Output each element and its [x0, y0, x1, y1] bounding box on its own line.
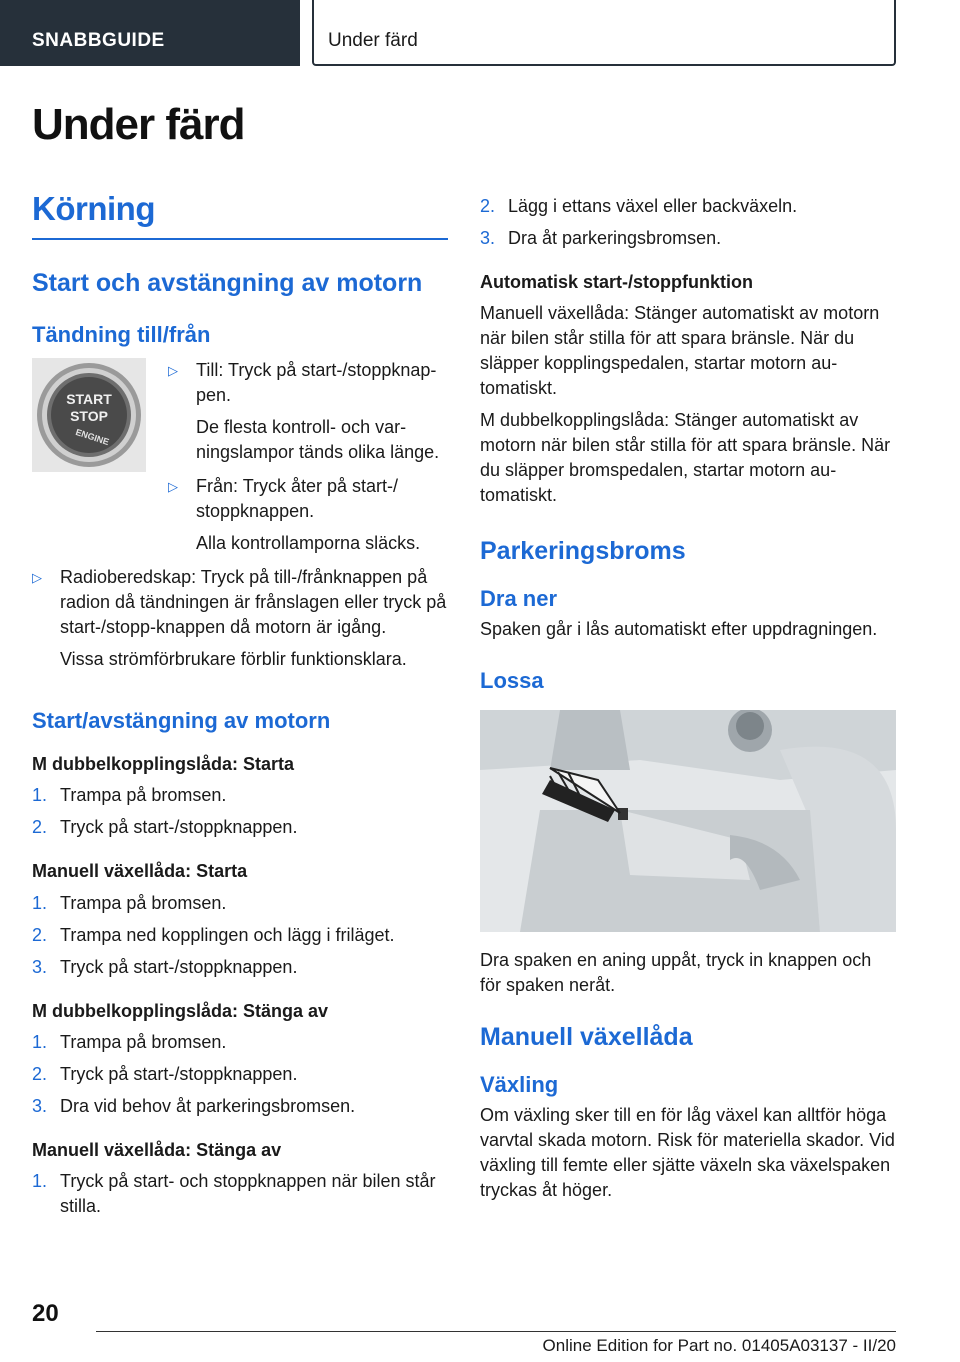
section-label: SNABBGUIDE	[32, 30, 165, 51]
group-title: M dubbelkopplingslåda: Stänga av	[32, 1000, 329, 1021]
dra-ner-paragraph: Spaken går i lås automatiskt efter uppdragningen.	[480, 618, 878, 639]
step-text: Trampa på bromsen.	[60, 1031, 227, 1052]
step-item: 3. Dra vid behov åt parkeringsbromsen.	[32, 1094, 448, 1119]
chapter-label: Under färd	[328, 30, 418, 51]
parking-brake-image	[480, 710, 896, 932]
step-item: 1. Trampa på bromsen.	[32, 1030, 448, 1055]
step-text: Tryck på start-/stoppknappen.	[60, 1063, 298, 1084]
group-title: Manuell växellåda: Stänga av	[32, 1139, 282, 1160]
auto-start-stop-title: Automatisk start-/stoppfunktion	[480, 272, 753, 292]
auto-paragraph-manual: Manuell växellåda: Stänger automatiskt av motorn när bilen står stilla för att spara bränsle. När du släpper kopplingspedalen, startar motorn automatiskt.	[480, 303, 880, 399]
list-item-text: Från: Tryck åter på start-/ stoppknappen.	[196, 476, 399, 522]
button-label-engine: ENGINE	[74, 427, 111, 448]
step-item: 2. Tryck på start-/stoppknappen.	[32, 815, 448, 840]
ignition-section	[32, 358, 448, 556]
heading-korning: Körning	[32, 190, 155, 227]
step-item: 2. Trampa ned kopplingen och lägg i friläget.	[32, 923, 448, 948]
step-text: Tryck på start-/stoppknappen.	[60, 956, 298, 977]
step-item: 1. Trampa på bromsen.	[32, 783, 448, 808]
step-number: 2.	[480, 196, 496, 216]
step-item: 2. Tryck på start-/stoppknappen.	[32, 1062, 448, 1087]
group-title: Manuell växellåda: Starta	[32, 861, 248, 882]
group-title: M dubbelkopplingslåda: Starta	[32, 753, 295, 774]
start-stop-button-image	[32, 358, 146, 472]
button-label-stop: STOP	[70, 408, 108, 425]
heading-tandning: Tändning till/från	[32, 321, 211, 347]
list-item-note: Alla kontrollamporna släcks.	[196, 533, 421, 554]
step-item	[480, 226, 896, 251]
step-text: Lägg i ettans växel eller backväxeln.	[508, 196, 798, 216]
step-text: Dra åt parkeringsbromsen.	[508, 228, 722, 248]
heading-dra-ner: Dra ner	[480, 586, 558, 612]
triangle-right-icon: ▷	[168, 363, 178, 379]
vaxling-paragraph: Om växling sker till en för låg växel kan alltför höga varvtal skada motorn. Risk för materiella skador. Vid växling till femte eller sjätte växeln ska växelspaken tryckas åt höger.	[480, 1104, 895, 1200]
step-item: 1. Trampa på bromsen.	[32, 891, 448, 916]
step-number: 3.	[480, 228, 496, 248]
step-text: Trampa på bromsen.	[60, 785, 227, 806]
ignition-list	[168, 358, 448, 556]
auto-paragraph-dct: M dubbelkopplingslåda: Stänger automatiskt av motorn när bilen står stilla för att spara bränsle. När du släpper bromspedalen, startar motorn automatiskt.	[480, 410, 891, 506]
heading-start-avstangning: Start och avstängning av motorn	[32, 268, 423, 297]
right-column	[480, 190, 896, 1203]
list-item	[168, 474, 448, 524]
page-title: Under färd	[32, 100, 245, 149]
edition-text: Online Edition for Part no. 01405A03137 - II/20	[542, 1336, 896, 1355]
list-item	[168, 358, 448, 408]
left-column	[32, 190, 448, 1219]
step-text: Tryck på start- och stoppknappen när bilen står stilla.	[60, 1171, 436, 1217]
triangle-right-icon: ▷	[32, 570, 42, 586]
step-text: Trampa ned kopplingen och lägg i friläget.	[60, 924, 395, 945]
list-item-text: Radioberedskap: Tryck på till-/frånknappen på radion då tändningen är frånslagen eller tryck på start-/stopp-knappen då motorn är igång.	[60, 567, 447, 638]
chapter-tab	[312, 0, 896, 66]
step-text: Tryck på start-/stoppknappen.	[60, 817, 298, 838]
footer-rule	[96, 1331, 896, 1332]
section-tab	[0, 0, 300, 66]
list-item	[32, 565, 448, 640]
button-label-start: START	[66, 391, 112, 408]
list-item-text: Till: Tryck på start-/stoppknappen.	[196, 360, 437, 406]
triangle-right-icon: ▷	[168, 479, 178, 495]
step-text: Trampa på bromsen.	[60, 892, 227, 913]
heading-lossa: Lossa	[480, 667, 544, 693]
step-text: Dra vid behov åt parkeringsbromsen.	[60, 1095, 356, 1116]
heading-parkeringsbroms: Parkeringsbroms	[480, 537, 686, 566]
step-item: 1. Tryck på start- och stoppknappen när bilen står stilla.	[32, 1169, 448, 1219]
list-item-note: De flesta kontroll- och varningslampor tänds olika länge.	[196, 417, 440, 463]
step-item: 3. Tryck på start-/stoppknappen.	[32, 955, 448, 980]
heading-start-avstangning-motorn: Start/avstängning av motorn	[32, 708, 331, 734]
list-item-note: Vissa strömförbrukare förblir funktionsklara.	[60, 649, 407, 670]
page-number: 20	[32, 1300, 59, 1327]
heading-vaxling: Växling	[480, 1072, 559, 1098]
step-item	[480, 194, 896, 219]
heading-manuell-vaxellada: Manuell växellåda	[480, 1023, 693, 1052]
lossa-paragraph: Dra spaken en aning uppåt, tryck in knappen och för spaken neråt.	[480, 950, 872, 996]
heading-rule	[32, 238, 448, 240]
